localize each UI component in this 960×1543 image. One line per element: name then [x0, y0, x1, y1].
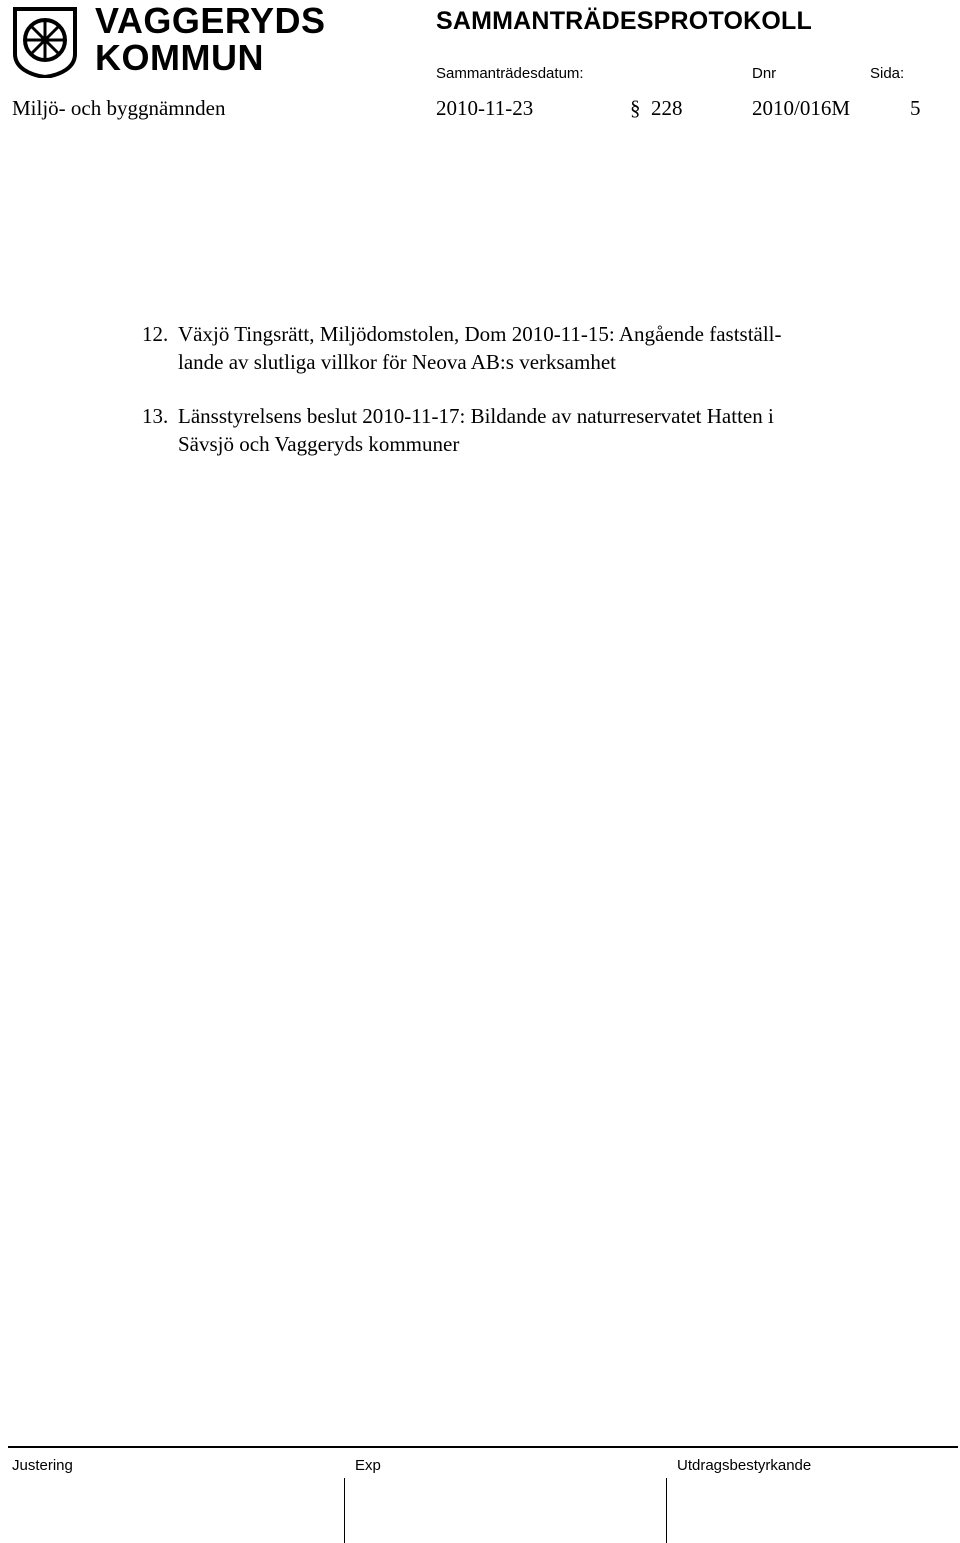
footer-label-justering: Justering: [12, 1457, 73, 1474]
logo-text-vaggeryds: VAGGERYDS: [95, 0, 326, 41]
item-text-line2: Sävsjö och Vaggeryds kommuner: [178, 432, 460, 456]
footer-column-divider: [344, 1478, 345, 1543]
item-text-line1: Växjö Tingsrätt, Miljödomstolen, Dom 2010-11-15: Angående fastställ-: [178, 322, 782, 346]
label-page: Sida:: [870, 65, 905, 82]
dnr-value: 2010/016M: [752, 96, 851, 120]
page-number: 5: [910, 96, 921, 120]
paragraph-sign: §: [630, 96, 641, 120]
footer-label-exp: Exp: [355, 1457, 381, 1474]
label-dnr: Dnr: [752, 65, 777, 82]
footer-column-divider: [666, 1478, 667, 1543]
footer-divider: [8, 1446, 958, 1448]
committee-name: Miljö- och byggnämnden: [12, 96, 226, 120]
item-number: 12.: [142, 322, 169, 346]
list-item: [142, 402, 902, 458]
item-text-line1: Länsstyrelsens beslut 2010-11-17: Bildande av naturreservatet Hatten i: [178, 404, 774, 428]
list-item: [142, 320, 902, 376]
item-text-line2: lande av slutliga villkor för Neova AB:s verksamhet: [178, 350, 616, 374]
paragraph-number: 228: [651, 96, 683, 120]
logo-text-kommun: KOMMUN: [95, 37, 264, 78]
document-title: SAMMANTRÄDESPROTOKOLL: [436, 7, 812, 35]
label-meeting-date: Sammanträdesdatum:: [436, 65, 584, 82]
item-number: 13.: [142, 404, 169, 428]
meeting-date: 2010-11-23: [436, 96, 534, 120]
footer-label-utdragsbestyrkande: Utdragsbestyrkande: [677, 1457, 812, 1474]
wheel-emblem-icon: [12, 6, 78, 78]
